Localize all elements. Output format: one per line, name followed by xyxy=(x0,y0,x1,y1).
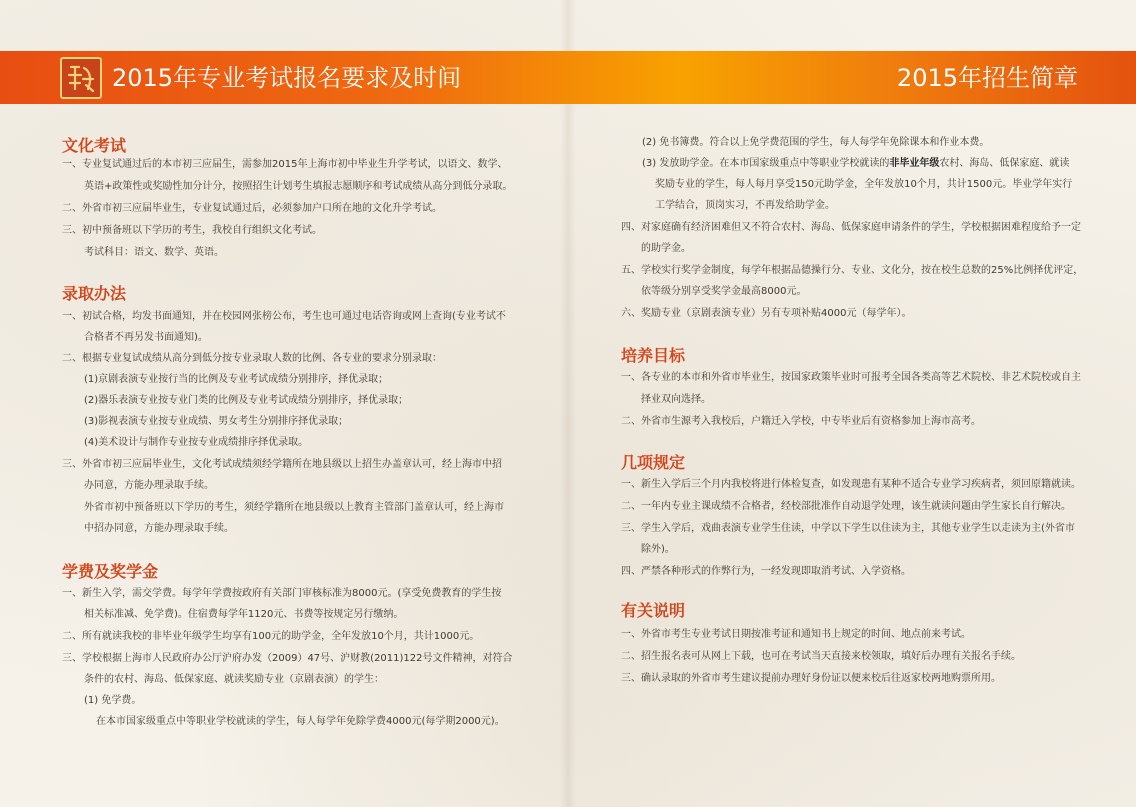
text-line: 中招办同意，方能办理录取手续。 xyxy=(84,523,234,534)
text-line: 奖励专业的学生，每人每月享受150元助学金，全年发放10个月，共计1500元。毕业学年实行 xyxy=(655,179,1073,190)
text-line: 六、奖励专业（京剧表演专业）另有专项补贴4000元（每学年）。 xyxy=(621,308,912,319)
seal-logo-icon xyxy=(60,57,102,99)
text-line: 三、学校根据上海市人民政府办公厅沪府办发（2009）47号、沪财教(2011)122号文件精神，对符合 xyxy=(62,653,513,664)
text-line: 除外)。 xyxy=(641,544,675,555)
section-title-training-goals: 培养目标 xyxy=(621,346,686,365)
page-fold xyxy=(560,0,576,807)
section-title-tuition: 学费及奖学金 xyxy=(62,562,159,581)
text-line: (3)影视表演专业按专业成绩、男女考生分别排序择优录取； xyxy=(84,416,349,427)
text-line: (1)京剧表演专业按行当的比例及专业考试成绩分别排序，择优录取； xyxy=(84,374,389,385)
text-line: 一、新生入学，需交学费。每学年学费按政府有关部门审核标准为8000元。(享受免费教育的学生按 xyxy=(62,588,502,599)
text-line: 一、新生入学后三个月内我校将进行体检复查，如发现患有某种不适合专业学习疾病者，须回原籍就读。 xyxy=(621,479,1081,490)
section-title-notes: 有关说明 xyxy=(621,601,686,620)
text-line: 二、外省市生源考入我校后，户籍迁入学校，中专毕业后有资格参加上海市高考。 xyxy=(621,416,981,427)
section-title-culture-exam: 文化考试 xyxy=(62,136,127,155)
section-title-regulations: 几项规定 xyxy=(621,453,686,472)
text-line: 工学结合，顶岗实习，不再发给助学金。 xyxy=(655,200,835,211)
text-line: 一、各专业的本市和外省市毕业生，按国家政策毕业时可报考全国各类高等艺术院校、非艺术院校或自主 xyxy=(621,372,1081,383)
text-line: 相关标准减、免学费)。住宿费每学年1120元、书费等按规定另行缴纳。 xyxy=(84,609,404,620)
text-line: 外省市初中预备班以下学历的考生，须经学籍所在地县级以上教育主管部门盖章认可，经上海市 xyxy=(84,502,504,513)
text-line: 考试科目：语文、数学、英语。 xyxy=(84,247,224,258)
text-line: (2) 免书簿费。符合以上免学费范围的学生，每人每学年免除课本和作业本费。 xyxy=(642,137,990,148)
text-line: 条件的农村、海岛、低保家庭、就读奖励专业（京剧表演）的学生： xyxy=(84,674,384,685)
header-left-title: 2015年专业考试报名要求及时间 xyxy=(112,64,462,92)
text-line: 三、初中预备班以下学历的考生，我校自行组织文化考试。 xyxy=(62,225,322,236)
text-line: 在本市国家级重点中等职业学校就读的学生，每人每学年免除学费4000元(每学期2000元)。 xyxy=(96,716,505,727)
header-right-title: 2015年招生简章 xyxy=(896,64,1078,92)
text-line: 五、学校实行奖学金制度，每学年根据品德操行分、专业、文化分，按在校生总数的25%比例择优评定， xyxy=(621,265,1084,276)
text-line: 的助学金。 xyxy=(641,243,691,254)
text-line: 三、确认录取的外省市考生建议提前办理好身份证以便来校后往返家校两地购票所用。 xyxy=(621,673,1001,684)
text-line: 二、外省市初三应届毕业生，专业复试通过后，必须参加户口所在地的文化升学考试。 xyxy=(62,203,442,214)
text-line: 合格者不再另发书面通知)。 xyxy=(84,332,208,343)
text-line: 办同意，方能办理录取手续。 xyxy=(84,480,214,491)
text-line: 二、根据专业复试成绩从高分到低分按专业录取人数的比例、各专业的要求分别录取： xyxy=(62,353,442,364)
text-line: 二、招生报名表可从网上下载，也可在考试当天直接来校领取，填好后办理有关报名手续。 xyxy=(621,651,1021,662)
text-line: 依等级分别享受奖学金最高8000元。 xyxy=(641,286,807,297)
text-line: 择业双向选择。 xyxy=(641,394,711,405)
text-line: 一、外省市考生专业考试日期按准考证和通知书上规定的时间、地点前来考试。 xyxy=(621,629,971,640)
text-line: 三、学生入学后，戏曲表演专业学生住读，中学以下学生以住读为主，其他专业学生以走读为主(外省市 xyxy=(621,523,1075,534)
text-line-with-bold: (3) 发放助学金。在本市国家级重点中等职业学校就读的非毕业年级农村、海岛、低保家庭、就读 xyxy=(642,158,1070,169)
text-line: 一、专业复试通过后的本市初三应届生，需参加2015年上海市初中毕业生升学考试，以语文、数学、 xyxy=(62,159,508,170)
section-title-admission: 录取办法 xyxy=(62,284,127,303)
text-line: 二、一年内专业主课成绩不合格者，经校部批准作自动退学处理，该生就读问题由学生家长自行解决。 xyxy=(621,501,1071,512)
text-line: (2)器乐表演专业按专业门类的比例及专业考试成绩分别排序，择优录取； xyxy=(84,395,409,406)
text-line: 四、对家庭确有经济困难但又不符合农村、海岛、低保家庭申请条件的学生，学校根据困难程度给予一定 xyxy=(621,222,1081,233)
text-line: 英语+政策性或奖励性加分计分，按照招生计划考生填报志愿顺序和考试成绩从高分到低分录取。 xyxy=(84,181,513,192)
text-line: 二、所有就读我校的非毕业年级学生均享有100元的助学金，全年发放10个月，共计1000元。 xyxy=(62,631,480,642)
bold-text: 非毕业年级 xyxy=(889,158,940,169)
text-line: (4)美术设计与制作专业按专业成绩排序择优录取。 xyxy=(84,437,309,448)
text-line: 四、严禁各种形式的作弊行为，一经发现即取消考试、入学资格。 xyxy=(621,566,911,577)
text-line: 三、外省市初三应届毕业生，文化考试成绩须经学籍所在地县级以上招生办盖章认可，经上海市中招 xyxy=(62,459,502,470)
text-line: (1) 免学费。 xyxy=(84,695,142,706)
text-line: 一、初试合格，均发书面通知，并在校园网张榜公布，考生也可通过电话咨询或网上查询(专业考试不 xyxy=(62,311,506,322)
